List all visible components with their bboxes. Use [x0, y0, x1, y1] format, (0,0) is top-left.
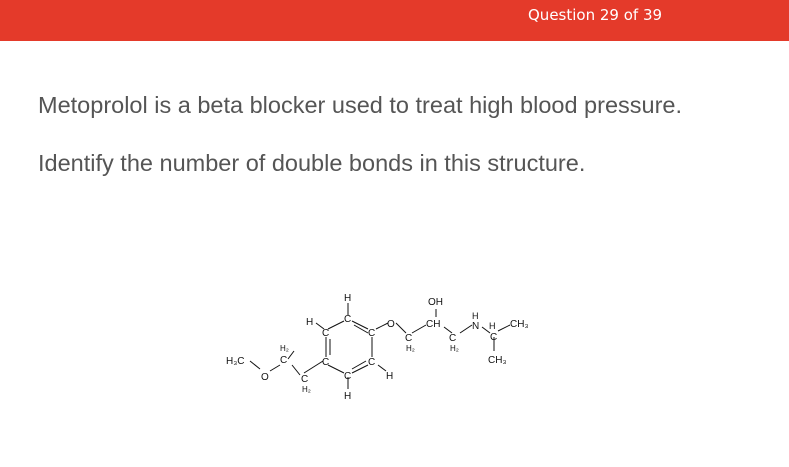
label-h2-d: H₂	[450, 344, 459, 353]
label-nh-h: H	[472, 311, 479, 321]
label-ch: CH	[426, 319, 441, 330]
label-h-bottom: H	[344, 391, 352, 402]
label-c-a: C	[280, 355, 288, 366]
label-h3c: H₃C	[226, 356, 245, 367]
label-ring-c3: C	[368, 328, 376, 339]
label-h2-c: H₂	[406, 344, 415, 353]
label-ring-c5: C	[368, 357, 376, 368]
label-ch3-top: CH₃	[510, 319, 529, 330]
label-h-iso: H	[489, 321, 496, 331]
label-c-iso: C	[490, 332, 498, 343]
label-h-top: H	[344, 293, 352, 304]
label-ring-c4: C	[322, 357, 330, 368]
label-h-left: H	[306, 317, 314, 328]
label-oh: OH	[428, 297, 443, 308]
header-bar	[0, 0, 789, 41]
structure-bonds	[250, 303, 510, 389]
question-text-line1: Metoprolol is a beta blocker used to treat high blood pressure.	[38, 92, 683, 118]
question-counter: Question 29 of 39	[528, 6, 663, 24]
label-h2-a: H₂	[280, 344, 289, 353]
label-n: N	[472, 321, 480, 332]
label-ring-c2: C	[322, 328, 330, 339]
label-c-ch2: C	[405, 333, 413, 344]
label-h2-b: H₂	[302, 385, 311, 394]
metoprolol-structure-image	[220, 285, 550, 410]
label-ring-c6: C	[344, 371, 352, 382]
label-h-right: H	[386, 371, 394, 382]
label-o-left: O	[261, 372, 269, 383]
label-ch3-bottom: CH₃	[488, 355, 507, 366]
question-text-line2: Identify the number of double bonds in this structure.	[38, 150, 586, 176]
label-c-b: C	[301, 374, 309, 385]
label-o-right: O	[387, 319, 395, 330]
label-ring-c1: C	[344, 314, 352, 325]
label-c-ch2-b: C	[449, 333, 457, 344]
